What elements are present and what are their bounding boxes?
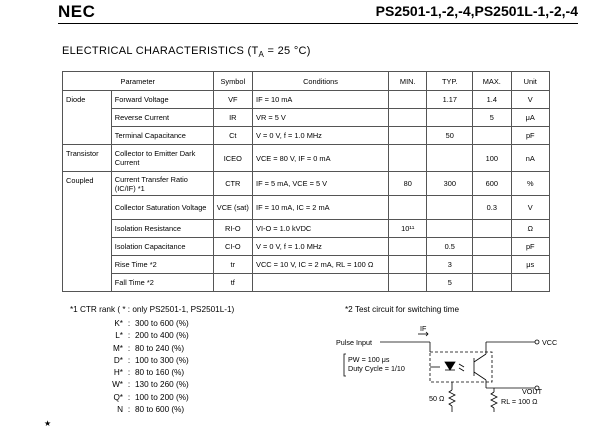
param-cell: Current Transfer Ratio (IC/IF) *1 [111,172,213,196]
cond-cell: V = 0 V, f = 1.0 MHz [253,238,389,256]
max-cell: 5 [473,109,511,127]
header-unit: Unit [511,72,549,91]
list-item: Q* : 100 to 200 (%) [95,392,189,404]
section-title-main: ELECTRICAL CHARACTERISTICS (T [62,45,259,57]
rank-value: 130 to 260 (%) [135,380,189,390]
rank-key: N [117,405,123,415]
duty-cycle-label: Duty Cycle = 1/10 [348,364,405,373]
rank-value: 80 to 240 (%) [135,343,185,353]
min-cell: 10¹¹ [389,220,427,238]
header-max: MAX. [473,72,511,91]
rank-key: Q* [113,392,123,402]
max-cell: 0.3 [473,196,511,220]
list-item: L* : 200 to 400 (%) [95,330,189,342]
cond-cell: VCC = 10 V, IC = 2 mA, RL = 100 Ω [253,256,389,274]
typ-cell: 300 [427,172,473,196]
brand-logo: NEC [58,2,96,21]
list-item: K* : 300 to 600 (%) [95,318,189,330]
list-item: W* : 130 to 260 (%) [95,379,189,391]
unit-cell: μs [511,256,549,274]
cond-cell: VCE = 80 V, IF = 0 mA [253,145,389,172]
table-row [63,274,550,292]
param-cell: Rise Time *2 [111,256,213,274]
cond-cell: IF = 5 mA, VCE = 5 V [253,172,389,196]
typ-cell: 0.5 [427,238,473,256]
category-transistor: Transistor [63,145,112,172]
list-item: H* : 80 to 160 (%) [95,367,189,379]
table-row [63,256,550,274]
section-title [62,45,311,59]
cond-cell: IF = 10 mA, IC = 2 mA [253,196,389,220]
r50-label: 50 Ω [429,394,445,403]
param-cell: Reverse Current [111,109,213,127]
typ-cell [427,145,473,172]
min-cell [389,145,427,172]
param-cell: Isolation Capacitance [111,238,213,256]
unit-cell: pF [511,238,549,256]
rank-key: K* [114,319,123,328]
symbol-cell: tr [213,256,252,274]
table-row [63,238,550,256]
unit-cell: Ω [511,220,549,238]
unit-cell: % [511,172,549,196]
param-cell: Collector to Emitter Dark Current [111,145,213,172]
rank-value: 300 to 600 (%) [135,319,189,328]
unit-cell [511,274,549,292]
max-cell [473,238,511,256]
unit-cell: V [511,91,549,109]
typ-cell [427,109,473,127]
symbol-cell: tf [213,274,252,292]
star-mark: ★ [44,419,52,428]
rank-key: H* [113,368,123,378]
min-cell [389,256,427,274]
rl-label: RL = 100 Ω [501,397,538,406]
param-cell: Forward Voltage [111,91,213,109]
max-cell: 600 [473,172,511,196]
part-number: PS2501-1,-2,-4,PS2501L-1,-2,-4 [375,3,578,19]
max-cell [473,256,511,274]
unit-cell: μA [511,109,549,127]
symbol-cell: VCE (sat) [213,196,252,220]
list-item: N : 80 to 600 (%) [95,404,189,416]
symbol-cell: Ct [213,127,252,145]
typ-cell: 50 [427,127,473,145]
pw-label: PW = 100 μs [348,355,390,364]
typ-cell: 1.17 [427,91,473,109]
max-cell: 100 [473,145,511,172]
rank-value: 100 to 200 (%) [135,392,189,402]
rank-value: 80 to 160 (%) [135,368,185,378]
max-cell [473,127,511,145]
rank-value: 80 to 600 (%) [135,405,185,415]
table-row [63,220,550,238]
min-cell [389,274,427,292]
unit-cell: nA [511,145,549,172]
param-cell: Fall Time *2 [111,274,213,292]
max-cell [473,220,511,238]
typ-cell [427,220,473,238]
min-cell [389,91,427,109]
table-row [63,91,550,109]
pulse-input-label: Pulse Input [336,338,372,347]
ctr-rank-list [95,318,189,416]
min-cell [389,238,427,256]
table-header-row [63,72,550,91]
header-typ: TYP. [427,72,473,91]
cond-cell: IF = 10 mA [253,91,389,109]
vcc-label: VCC [542,338,558,347]
list-item: D* : 100 to 300 (%) [95,355,189,367]
min-cell [389,196,427,220]
rank-value: 200 to 400 (%) [135,331,189,341]
section-title-suffix: = 25 °C) [264,45,311,57]
typ-cell [427,196,473,220]
section-title-sub: A [258,50,265,60]
note-test-circuit: *2 Test circuit for switching time [345,305,460,314]
table-row [63,172,550,196]
header-parameter: Parameter [63,72,214,91]
unit-cell: pF [511,127,549,145]
param-cell: Terminal Capacitance [111,127,213,145]
symbol-cell: CTR [213,172,252,196]
min-cell: 80 [389,172,427,196]
cond-cell: VI-O = 1.0 kVDC [253,220,389,238]
list-item: M* : 80 to 240 (%) [95,343,189,355]
cond-cell [253,274,389,292]
symbol-cell: ICEO [213,145,252,172]
if-label: IF [420,324,427,333]
header-conditions: Conditions [253,72,389,91]
typ-cell: 3 [427,256,473,274]
unit-cell: V [511,196,549,220]
note-ctr-rank: *1 CTR rank ( * : only PS2501-1, PS2501L-1) [70,305,235,314]
table-row [63,127,550,145]
electrical-characteristics-table [62,71,550,292]
max-cell [473,274,511,292]
switching-test-circuit [330,322,558,430]
symbol-cell: VF [213,91,252,109]
header-min: MIN. [389,72,427,91]
table-row [63,109,550,127]
rank-key: M* [112,343,123,353]
typ-cell: 5 [427,274,473,292]
min-cell [389,109,427,127]
category-coupled: Coupled [63,172,112,292]
table-row [63,196,550,220]
min-cell [389,127,427,145]
table-row [63,145,550,172]
max-cell: 1.4 [473,91,511,109]
cond-cell: VR = 5 V [253,109,389,127]
header-rule [58,23,578,24]
rank-key: L* [115,331,123,341]
symbol-cell: CI-O [213,238,252,256]
header-symbol: Symbol [213,72,252,91]
vout-label: VOUT [522,387,542,396]
rank-value: 100 to 300 (%) [135,355,189,365]
param-cell: Isolation Resistance [111,220,213,238]
symbol-cell: RI-O [213,220,252,238]
rank-key: D* [113,355,123,365]
cond-cell: V = 0 V, f = 1.0 MHz [253,127,389,145]
param-cell: Collector Saturation Voltage [111,196,213,220]
category-diode: Diode [63,91,112,145]
rank-key: W* [112,380,123,390]
symbol-cell: IR [213,109,252,127]
